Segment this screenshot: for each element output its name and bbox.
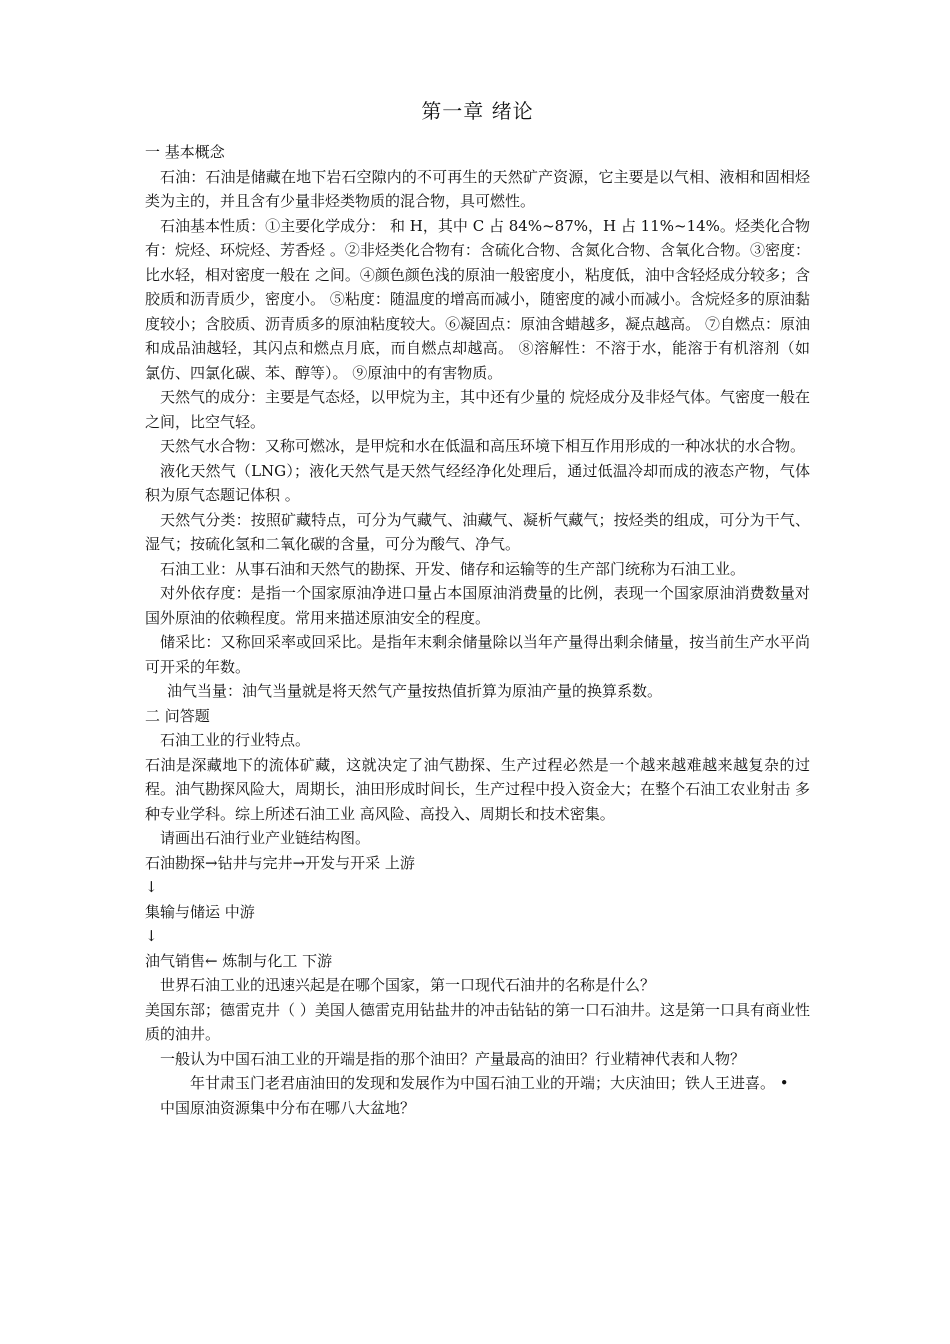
chain-arrow-down-1: ↓ (145, 878, 158, 896)
question-world-oil-origin: 世界石油工业的迅速兴起是在哪个国家，第一口现代石油井的名称是什么？ (160, 976, 656, 994)
chapter-title: 第一章 绪论 (421, 99, 534, 123)
chain-downstream: 油气销售← 炼制与化工 下游 (145, 951, 333, 970)
paragraph-oil-equivalent: 油气当量：油气当量就是将天然气产量按热值折算为原油产量的换算系数。 (167, 682, 663, 700)
paragraph-oil-definition: 石油：石油是储藏在地下岩石空隙内的不可再生的天然矿产资源，它主要是以气相、液相和固相烃类为主的，并且含有少量非烃类物质的混合物，具可燃性。 (145, 167, 810, 210)
answer-world-oil-origin: 美国东部；德雷克井（ ）美国人德雷克用钻盐井的冲击钻钻的第一口石油井。这是第一口具有商业性质的油井。 (145, 1000, 810, 1043)
section-heading-questions: 二 问答题 (145, 706, 210, 725)
paragraph-gas-classification: 天然气分类：按照矿藏特点，可分为气藏气、油藏气、凝析气藏气；按烃类的组成，可分为干气、湿气；按硫化氢和二氧化碳的含量，可分为酸气、净气。 (145, 510, 810, 553)
section-heading-concepts: 一 基本概念 (145, 143, 225, 161)
paragraph-dependence: 对外依存度：是指一个国家原油净进口量占本国原油消费量的比例，表现一个国家原油消费数量对国外原油的依赖程度。常用来描述原油安全的程度。 (145, 584, 810, 627)
question-industry-features: 石油工业的行业特点。 (160, 731, 311, 749)
document-page (145, 95, 810, 1120)
paragraph-oil-properties: 石油基本性质：①主要化学成分： 和 H，其中 C 占 84%~87%，H 占 11%~14%。烃类化合物有：烷烃、环烷烃、芳香烃 。②非烃类化合物有：含硫化合物、含氮化合物、含氧化合物。③密度：比水轻，相对密度一般在 之间。④颜色颜色浅的原油一般密度小，粘度低，油中含轻烃成分较多；含胶质和沥青质少，密度小。 ⑤粘度：随温度的增高而减小，随密度的减小而减小。含烷烃多的原油黏度较小；含胶质、沥青质多的原油粘度较大。⑥凝固点：原油含蜡越多，凝点越高。 ⑦自燃点：原油和成品油越轻，其闪点和燃点月底，而自燃点却越高。 ⑧溶解性：不溶于水，能溶于有机溶剂（如 氯仿、四氯化碳、苯、醇等）。 ⑨原油中的有害物质。 (145, 216, 810, 382)
paragraph-oil-industry: 石油工业：从事石油和天然气的勘探、开发、储存和运输等的生产部门统称为石油工业。 (160, 559, 746, 578)
question-china-basins: 中国原油资源集中分布在哪八大盆地？ (160, 1098, 416, 1117)
paragraph-gas-hydrate: 天然气水合物：又称可燃冰，是甲烷和水在低温和高压环境下相互作用形成的一种冰状的水合物。 (160, 437, 806, 455)
question-industry-chain: 请画出石油行业产业链结构图。 (160, 829, 371, 847)
answer-china-oil-origin: 年甘肃玉门老君庙油田的发现和发展作为中国石油工业的开端；大庆油田；铁人王进喜。 • (190, 1074, 789, 1092)
chain-upstream: 石油勘探→钻井与完井→开发与开采 上游 (145, 853, 415, 872)
paragraph-lng: 液化天然气（LNG）；液化天然气是天然气经经净化处理后，通过低温冷却而成的液态产物，气体积为原气态题记体积 。 (145, 461, 810, 504)
question-china-oil-origin: 一般认为中国石油工业的开端是指的那个油田？产量最高的油田？行业精神代表和人物？ (160, 1049, 746, 1068)
chain-arrow-down-2: ↓ (145, 927, 158, 945)
answer-industry-features: 石油是深藏地下的流体矿藏，这就决定了油气勘探、生产过程必然是一个越来越难越来越复杂的过程。油气勘探风险大，周期长，油田形成时间长，生产过程中投入资金大；在整个石油工农业射击 多种专业学科。综上所述石油工业 高风险、高投入、周期长和技术密集。 (145, 755, 810, 823)
paragraph-gas-composition: 天然气的成分：主要是气态烃，以甲烷为主，其中还有少量的 烷烃成分及非烃气体。气密度一般在 之间，比空气轻。 (145, 388, 810, 431)
paragraph-reserve-ratio: 储采比：又称回采率或回采比。是指年末剩余储量除以当年产量得出剩余储量，按当前生产水平尚可开采的年数。 (145, 633, 810, 676)
chain-midstream: 集输与储运 中游 (145, 902, 255, 921)
